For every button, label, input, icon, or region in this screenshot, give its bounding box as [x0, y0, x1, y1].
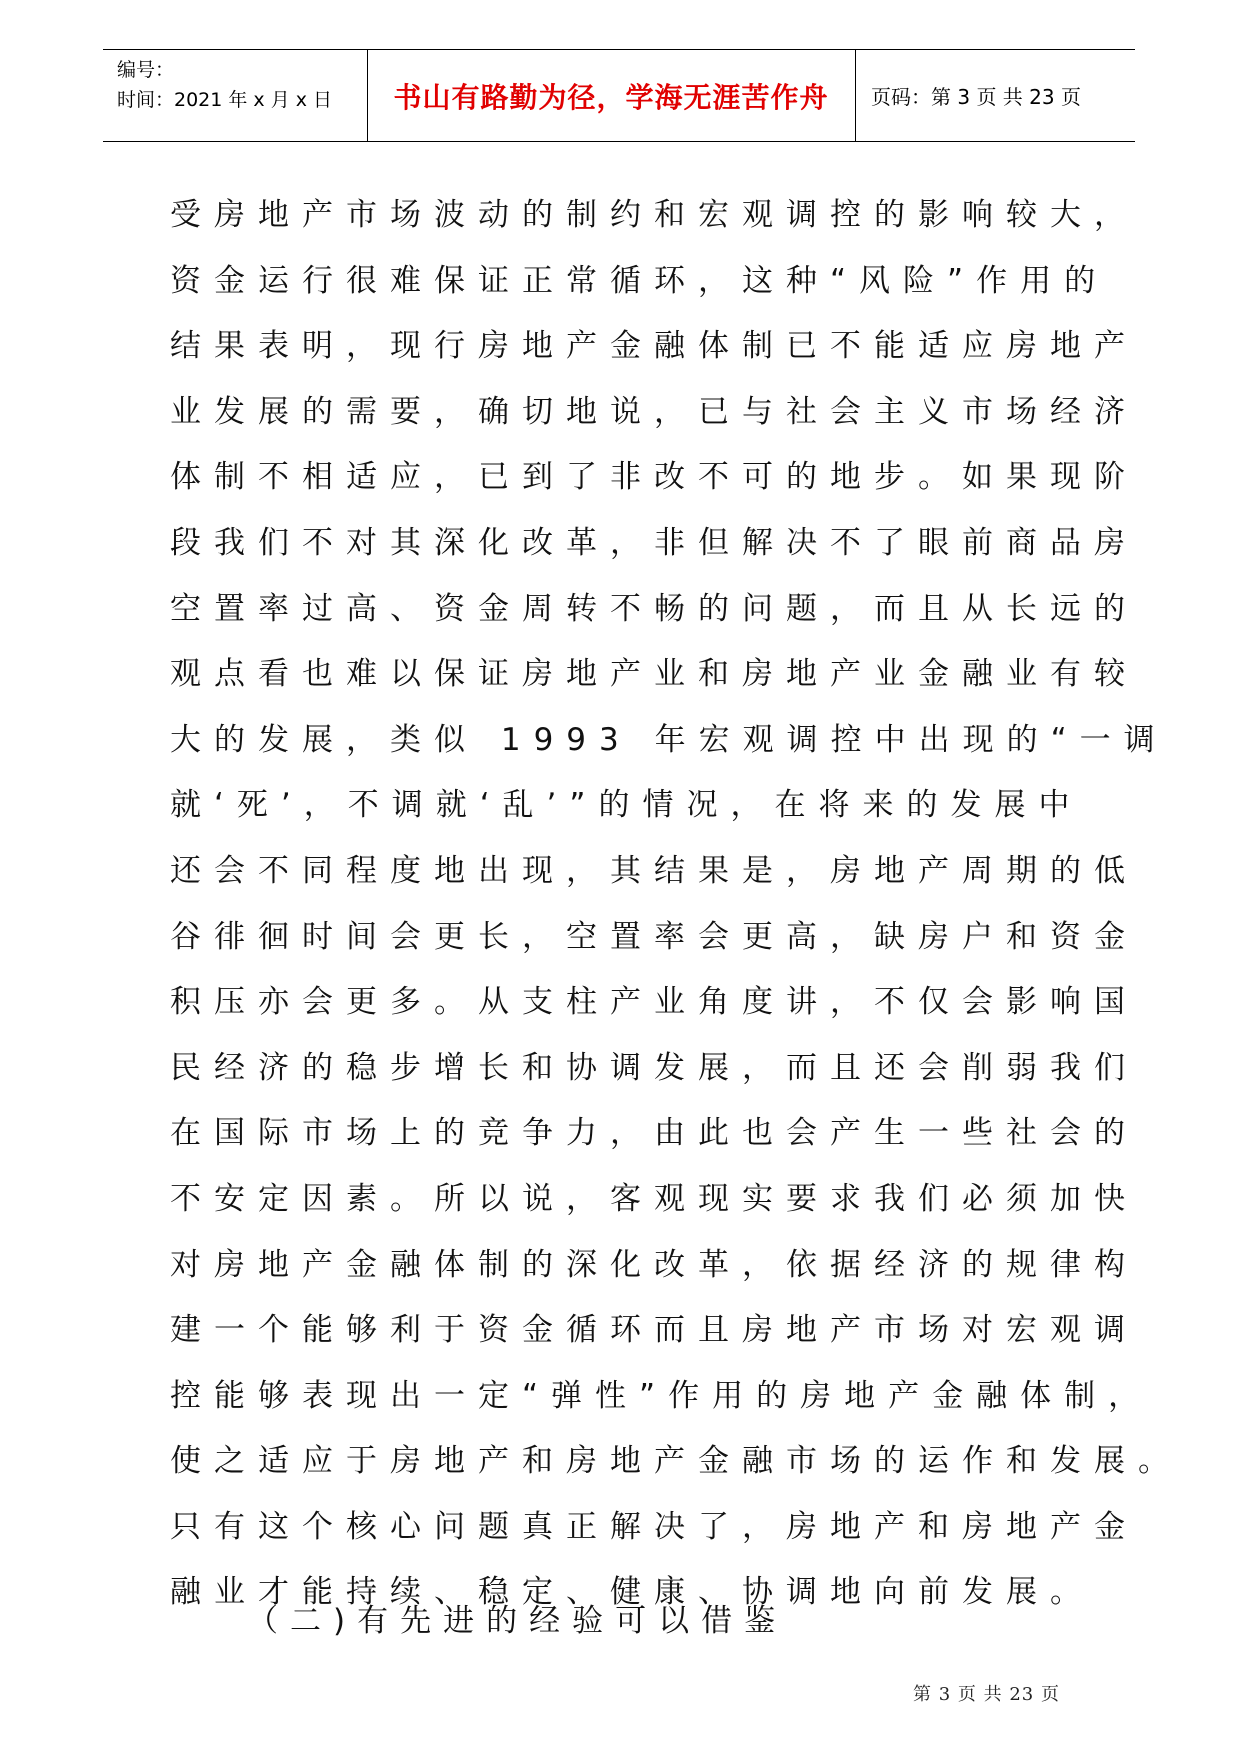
body-line: 空置率过高、资金周转不畅的问题，而且从长远的 — [170, 590, 1138, 627]
header-meta — [117, 55, 332, 115]
body-line: 不安定因素。所以说，客观现实要求我们必须加快 — [170, 1180, 1138, 1217]
body-line: 还会不同程度地出现，其结果是，房地产周期的低 — [170, 852, 1138, 889]
body-line: 段我们不对其深化改革，非但解决不了眼前商品房 — [170, 524, 1138, 561]
body-line: 资金运行很难保证正常循环，这种“风险”作用的 — [170, 262, 1109, 299]
header-page-info: 页码：第 3 页 共 23 页 — [871, 85, 1081, 109]
page-header — [103, 49, 1135, 142]
body-line: 业发展的需要，确切地说，已与社会主义市场经济 — [170, 393, 1138, 430]
body-line: 对房地产金融体制的深化改革，依据经济的规律构 — [170, 1246, 1138, 1283]
body-line: 使之适应于房地产和房地产金融市场的运作和发展。 — [170, 1443, 1182, 1480]
document-time-label: 时间：2021 年 x 月 x 日 — [117, 89, 333, 111]
body-line: 受房地产市场波动的制约和宏观调控的影响较大， — [170, 197, 1138, 233]
header-motto: 书山有路勤为径，学海无涯苦作舟 — [393, 80, 829, 114]
header-divider — [855, 49, 856, 142]
section-subheading: （二)有先进的经验可以借鉴 — [247, 1603, 788, 1639]
body-line: 只有这个核心问题真正解决了，房地产和房地产金 — [170, 1508, 1138, 1545]
body-line: 在国际市场上的竞争力，由此也会产生一些社会的 — [170, 1115, 1138, 1152]
body-line: 积压亦会更多。从支柱产业角度讲，不仅会影响国 — [170, 984, 1138, 1021]
body-text — [170, 183, 1182, 1626]
body-line: 就‘死’，不调就‘乱’”的情况，在将来的发展中 — [170, 787, 1083, 824]
body-line: 控能够表现出一定“弹性”作用的房地产金融体制， — [170, 1377, 1153, 1414]
body-line: 大的发展，类似 1993 年宏观调控中出现的“一调 — [170, 721, 1168, 758]
document-number-label: 编号： — [117, 59, 175, 81]
body-line: 体制不相适应，已到了非改不可的地步。如果现阶 — [170, 459, 1138, 496]
body-line: 融业才能持续、稳定、健康、协调地向前发展。 — [170, 1574, 1094, 1611]
body-line: 建一个能够利于资金循环而且房地产市场对宏观调 — [170, 1312, 1138, 1349]
body-line: 谷徘徊时间会更长，空置率会更高，缺房户和资金 — [170, 918, 1138, 955]
body-line: 观点看也难以保证房地产业和房地产业金融业有较 — [170, 656, 1138, 693]
body-line: 民经济的稳步增长和协调发展，而且还会削弱我们 — [170, 1049, 1138, 1086]
body-line: 结果表明，现行房地产金融体制已不能适应房地产 — [170, 328, 1138, 365]
page-footer: 第 3 页 共 23 页 — [913, 1684, 1060, 1705]
